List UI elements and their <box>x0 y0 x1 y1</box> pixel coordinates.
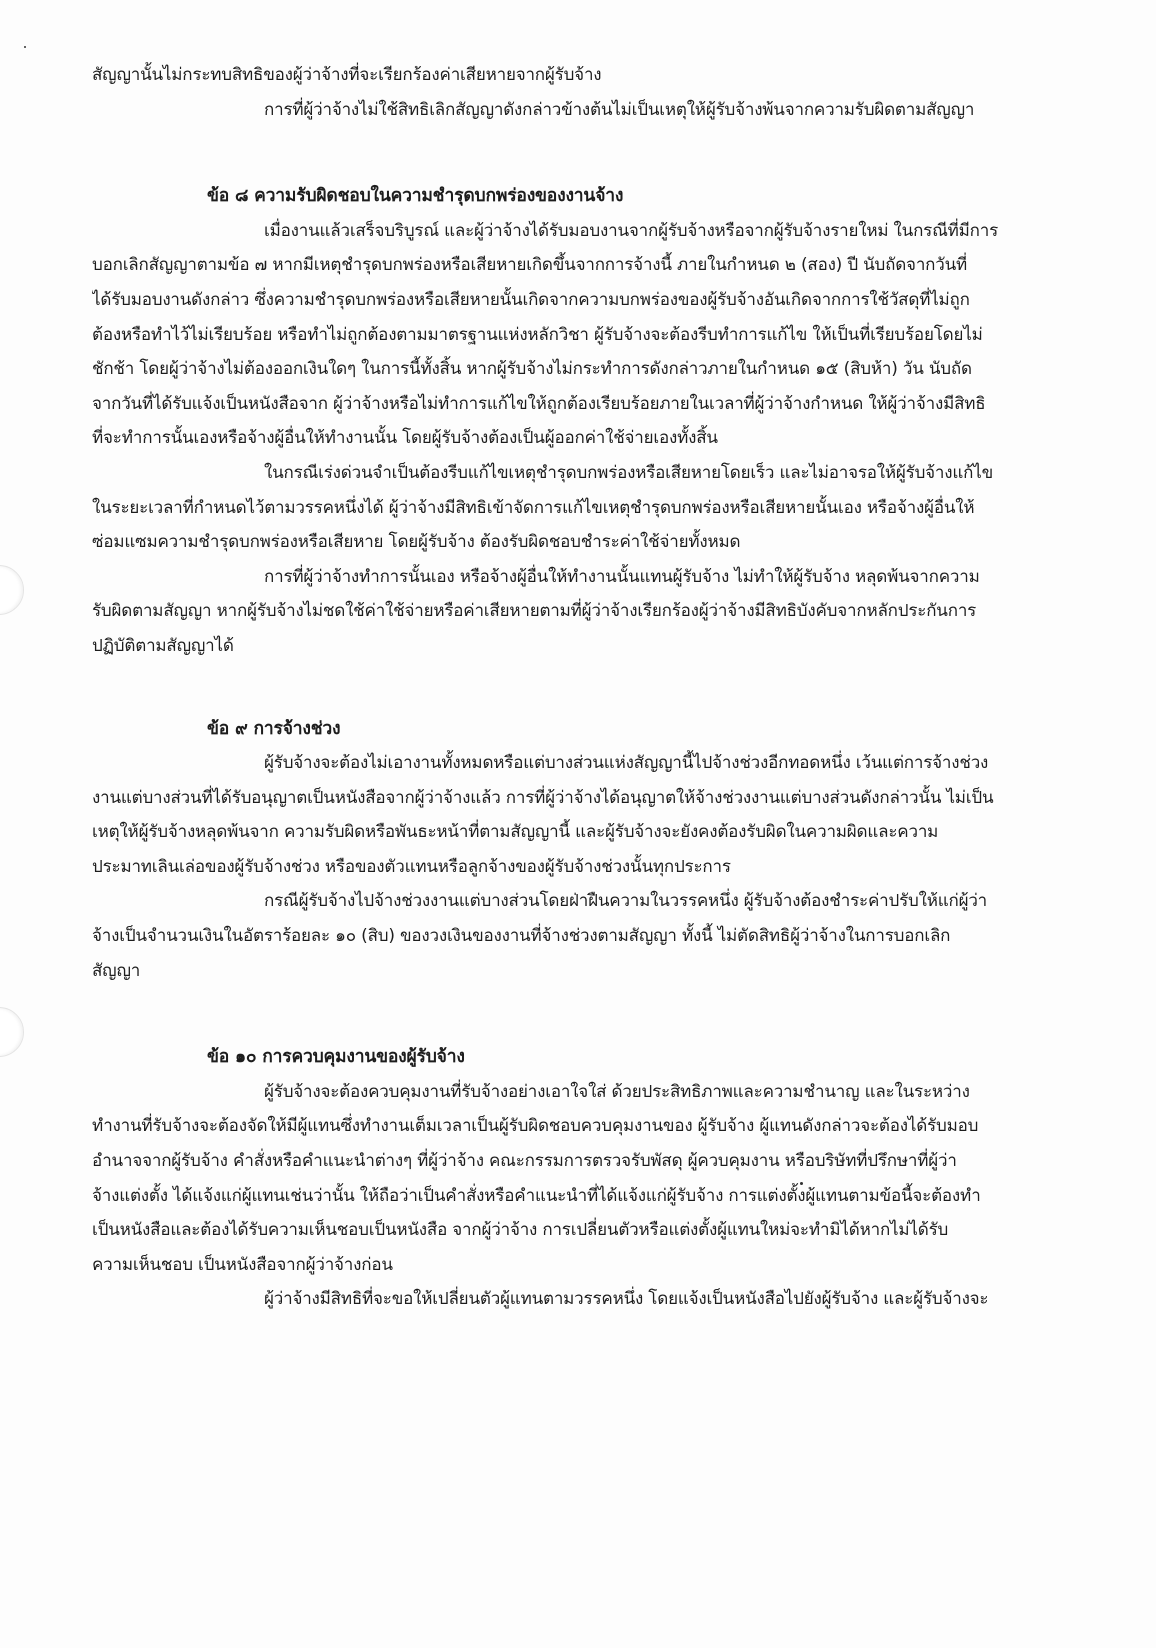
paragraph-line: ที่จะทำการนั้นเองหรือจ้างผู้อื่นให้ทำงานนั้น โดยผู้รับจ้างต้องเป็นผู้ออกค่าใช้จ่ายเองทั้งสิ้น <box>92 428 718 449</box>
section-heading: ข้อ ๙ การจ้างช่วง <box>207 718 341 739</box>
paragraph-line: อำนาจจากผู้รับจ้าง คำสั่งหรือคำแนะนำต่างๆ ที่ผู้ว่าจ้าง คณะกรรมการตรวจรับพัสดุ ผู้ควบคุมงาน หรือบริษัทที่ปรึกษาที่ผู้ว่า <box>92 1151 957 1172</box>
paragraph-line: จากวันที่ได้รับแจ้งเป็นหนังสือจาก ผู้ว่าจ้างหรือไม่ทำการแก้ไขให้ถูกต้องเรียบร้อยภายในเวลาที่ผู้ว่าจ้างกำหนด ให้ผู้ว่าจ้างมีสิทธิ <box>92 393 986 414</box>
paragraph-line: งานแต่บางส่วนที่ได้รับอนุญาตเป็นหนังสือจากผู้ว่าจ้างแล้ว การที่ผู้ว่าจ้างได้อนุญาตให้จ้างช่วงงานแต่บางส่วนดังกล่าวนั้น ไม่เป็น <box>92 787 994 808</box>
scan-speck <box>24 46 26 48</box>
paragraph-line: ได้รับมอบงานดังกล่าว ซึ่งความชำรุดบกพร่องหรือเสียหายนั้นเกิดจากความบกพร่องของผู้รับจ้างอันเกิดจากการใช้วัสดุที่ไม่ถูก <box>92 289 970 310</box>
paragraph-line: ในระยะเวลาที่กำหนดไว้ตามวรรคหนึ่งได้ ผู้ว่าจ้างมีสิทธิเข้าจัดการแก้ไขเหตุชำรุดบกพร่องหรือเสียหายนั้นเอง หรือจ้างผู้อื่นให้ <box>92 497 975 518</box>
paragraph-line: สัญญา <box>92 960 141 981</box>
paragraph-line: ทำงานที่รับจ้างจะต้องจัดให้มีผู้แทนซึ่งทำงานเต็มเวลาเป็นผู้รับผิดชอบควบคุมงานของ ผู้รับจ้าง ผู้แทนดังกล่าวจะต้องได้รับมอบ <box>92 1116 979 1137</box>
paragraph-line: ในกรณีเร่งด่วนจำเป็นต้องรีบแก้ไขเหตุชำรุดบกพร่องหรือเสียหายโดยเร็ว และไม่อาจรอให้ผู้รับจ้างแก้ไข <box>264 462 993 483</box>
paragraph-line: รับผิดตามสัญญา หากผู้รับจ้างไม่ชดใช้ค่าใช้จ่ายหรือค่าเสียหายตามที่ผู้ว่าจ้างเรียกร้องผู้ว่าจ้างมีสิทธิบังคับจากหลักประกันการ <box>92 601 977 622</box>
paragraph-line: สัญญานั้นไม่กระทบสิทธิของผู้ว่าจ้างที่จะเรียกร้องค่าเสียหายจากผู้รับจ้าง <box>92 65 602 85</box>
section-heading: ข้อ ๘ ความรับผิดชอบในความชำรุดบกพร่องของงานจ้าง <box>207 186 624 207</box>
section-heading: ข้อ ๑๐ การควบคุมงานของผู้รับจ้าง <box>207 1047 465 1068</box>
paragraph-line: การที่ผู้ว่าจ้างไม่ใช้สิทธิเลิกสัญญาดังกล่าวข้างต้นไม่เป็นเหตุให้ผู้รับจ้างพ้นจากความรับผิดตามสัญญา <box>264 99 975 120</box>
paragraph-line: ความเห็นชอบ เป็นหนังสือจากผู้ว่าจ้างก่อน <box>92 1254 393 1275</box>
paragraph-line: เหตุให้ผู้รับจ้างหลุดพ้นจาก ความรับผิดหรือพันธะหน้าที่ตามสัญญานี้ และผู้รับจ้างจะยังคงต้องรับผิดในความผิดและความ <box>92 822 939 843</box>
document-body <box>92 58 1072 1317</box>
paragraph-line: ประมาทเลินเล่อของผู้รับจ้างช่วง หรือของตัวแทนหรือลูกจ้างของผู้รับจ้างช่วงนั้นทุกประการ <box>92 856 731 877</box>
paragraph-line: การที่ผู้ว่าจ้างทำการนั้นเอง หรือจ้างผู้อื่นให้ทำงานนั้นแทนผู้รับจ้าง ไม่ทำให้ผู้รับจ้าง หลุดพ้นจากความ <box>264 566 980 587</box>
paragraph-line: จ้างเป็นจำนวนเงินในอัตราร้อยละ ๑๐ (สิบ) ของวงเงินของงานที่จ้างช่วงตามสัญญา ทั้งนี้ ไม่ตัดสิทธิผู้ว่าจ้างในการบอกเลิก <box>92 926 951 947</box>
paragraph-line: จ้างแต่งตั้ง ได้แจ้งแก่ผู้แทนเช่นว่านั้น ให้ถือว่าเป็นคำสั่งหรือคำแนะนำที่ได้แจ้งแก่ผู้รับจ้าง การแต่งตั้งผู้แทนตามข้อนี้จะต้องทำ <box>92 1185 981 1206</box>
paragraph-line: ชักช้า โดยผู้ว่าจ้างไม่ต้องออกเงินใดๆ ในการนี้ทั้งสิ้น หากผู้รับจ้างไม่กระทำการดังกล่าวภายในกำหนด ๑๕ (สิบห้า) วัน นับถัด <box>92 359 972 380</box>
punch-hole <box>0 1007 24 1057</box>
paragraph-line: ผู้รับจ้างจะต้องควบคุมงานที่รับจ้างอย่างเอาใจใส่ ด้วยประสิทธิภาพและความชำนาญ และในระหว่าง <box>264 1081 970 1102</box>
paragraph-line: ปฏิบัติตามสัญญาได้ <box>92 635 234 656</box>
paragraph-line: ซ่อมแซมความชำรุดบกพร่องหรือเสียหาย โดยผู้รับจ้าง ต้องรับผิดชอบชำระค่าใช้จ่ายทั้งหมด <box>92 532 741 553</box>
paragraph-line: เป็นหนังสือและต้องได้รับความเห็นชอบเป็นหนังสือ จากผู้ว่าจ้าง การเปลี่ยนตัวหรือแต่งตั้งผู้แทนใหม่จะทำมิได้หากไม่ได้รับ <box>92 1220 949 1241</box>
paragraph-line: บอกเลิกสัญญาตามข้อ ๗ หากมีเหตุชำรุดบกพร่องหรือเสียหายเกิดขึ้นจากการจ้างนี้ ภายในกำหนด ๒ (สอง) ปี นับถัดจากวันที่ <box>92 255 968 276</box>
punch-hole <box>0 565 24 615</box>
paragraph-line: เมื่องานแล้วเสร็จบริบูรณ์ และผู้ว่าจ้างได้รับมอบงานจากผู้รับจ้างหรือจากผู้รับจ้างรายใหม่ ในกรณีที่มีการ <box>264 220 999 241</box>
paragraph-line: ผู้รับจ้างจะต้องไม่เอางานทั้งหมดหรือแต่บางส่วนแห่งสัญญานี้ไปจ้างช่วงอีกทอดหนึ่ง เว้นแต่การจ้างช่วง <box>264 753 989 774</box>
paragraph-line: ผู้ว่าจ้างมีสิทธิที่จะขอให้เปลี่ยนตัวผู้แทนตามวรรคหนึ่ง โดยแจ้งเป็นหนังสือไปยังผู้รับจ้าง และผู้รับจ้างจะ <box>264 1289 989 1310</box>
paragraph-line: ต้องหรือทำไว้ไม่เรียบร้อย หรือทำไม่ถูกต้องตามมาตรฐานแห่งหลักวิชา ผู้รับจ้างจะต้องรีบทำการแก้ไข ให้เป็นที่เรียบร้อยโดยไม่ <box>92 324 983 345</box>
paragraph-line: กรณีผู้รับจ้างไปจ้างช่วงงานแต่บางส่วนโดยฝ่าฝืนความในวรรคหนึ่ง ผู้รับจ้างต้องชำระค่าปรับให้แก่ผู้ว่า <box>264 891 988 912</box>
